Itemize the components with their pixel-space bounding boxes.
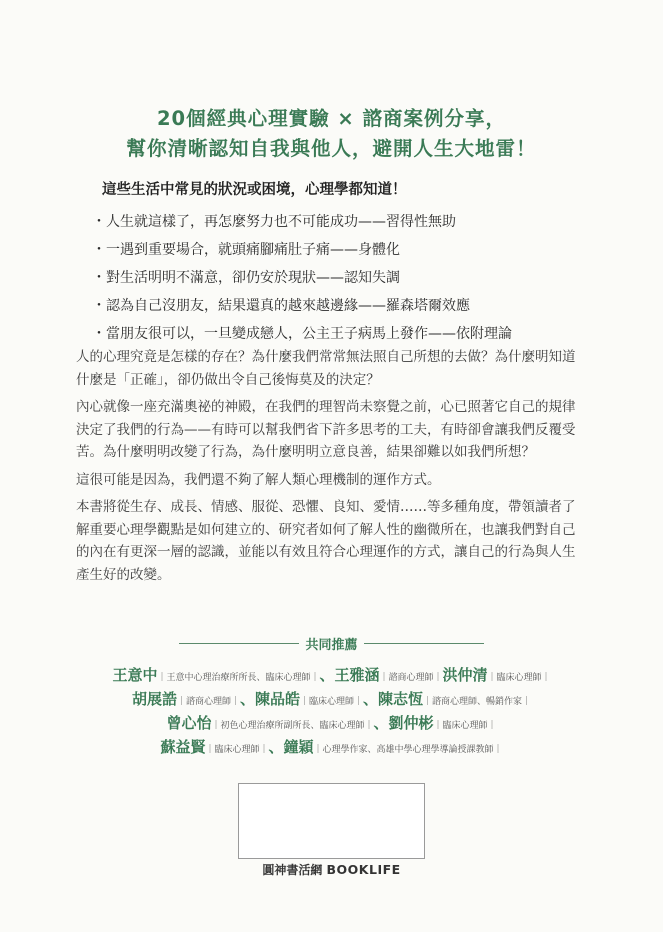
publisher-brand: BOOKLIFE bbox=[326, 862, 401, 877]
paragraph: 本書將從生存、成長、情感、服從、恐懼、良知、愛情……等多種角度，帶領讀者了解重要心理學觀點是如何建立的、研究者如何了解人性的幽微所在，也讓我們對自己的內在有更深一層的認識，並能以有效且符合心理運作的方式，讓自己的行為與人生產生好的改變。 bbox=[76, 499, 576, 583]
recommender-name: 、鐘穎 bbox=[268, 738, 314, 756]
publisher-logo bbox=[0, 861, 663, 878]
recommender-name: 、劉仲彬 bbox=[373, 714, 434, 732]
list-title: 這些生活中常見的狀況或困境，心理學都知道！ bbox=[102, 182, 407, 198]
recommend-title: 共同推薦 bbox=[305, 638, 358, 653]
recommender-name: 、陳志恆 bbox=[363, 690, 424, 708]
recommender-name: 胡展誥 bbox=[131, 690, 177, 708]
divider bbox=[364, 643, 484, 644]
recommender-title: ｜臨床心理師｜ bbox=[487, 673, 551, 683]
recommender-name: 蘇益賢 bbox=[160, 738, 206, 756]
situation-list bbox=[92, 180, 592, 348]
recommender-name: 曾心怡 bbox=[166, 714, 212, 732]
recommender-title: ｜王意中心理治療所所長、臨床心理師｜ bbox=[157, 673, 320, 683]
list-item: ・一遇到重要場合，就頭痛腳痛肚子痛——身體化 bbox=[92, 242, 400, 258]
recommender-title: ｜諮商心理師｜ bbox=[379, 673, 443, 683]
recommender-name: 洪仲清 bbox=[442, 666, 488, 684]
recommender-title: ｜心理學作家、高雄中學心理學導論授課教師｜ bbox=[313, 745, 503, 755]
recommender-title: ｜臨床心理師｜ bbox=[205, 745, 269, 755]
recommender-row bbox=[0, 664, 663, 685]
publisher-name: 圓神書活網 bbox=[262, 863, 323, 877]
recommender-row bbox=[0, 712, 663, 733]
description bbox=[76, 346, 588, 591]
list-item: ・認為自己沒朋友，結果還真的越來越邊緣——羅森塔爾效應 bbox=[92, 298, 470, 314]
recommender-row bbox=[0, 736, 663, 757]
paragraph: 內心就像一座充滿奧祕的神殿，在我們的理智尚未察覺之前，心已照著它自己的規律決定了我們的行為——有時可以幫我們省下許多思考的工夫，有時卻會讓我們反覆受苦。為什麼明明改變了行為，為什麼明明立意良善，結果卻難以如我們所想？ bbox=[76, 399, 576, 460]
recommender-title: ｜臨床心理師｜ bbox=[433, 721, 497, 731]
list-item: ・對生活明明不滿意，卻仍安於現狀——認知失調 bbox=[92, 270, 400, 286]
recommender-name: 、陳品皓 bbox=[239, 690, 300, 708]
recommender-title: ｜諮商心理師｜ bbox=[176, 697, 240, 707]
recommender-name: 王意中 bbox=[112, 666, 158, 684]
recommender-title: ｜諮商心理師、暢銷作家｜ bbox=[423, 697, 532, 707]
paragraph: 這很可能是因為，我們還不夠了解人類心理機制的運作方式。 bbox=[76, 471, 441, 488]
recommender-title: ｜初色心理治療所副所長、臨床心理師｜ bbox=[211, 721, 374, 731]
barcode-area bbox=[238, 783, 425, 859]
recommender-row bbox=[0, 688, 663, 709]
list-item: ・當朋友很可以，一旦變成戀人，公主王子病馬上發作——依附理論 bbox=[92, 326, 512, 342]
divider bbox=[179, 643, 299, 644]
headline-line-1: 20個經典心理實驗 × 諮商案例分享， bbox=[156, 107, 507, 130]
headline-line-2: 幫你清晰認知自我與他人，避開人生大地雷！ bbox=[126, 137, 537, 160]
recommender-title: ｜臨床心理師｜ bbox=[300, 697, 364, 707]
list-item: ・人生就這樣了，再怎麼努力也不可能成功——習得性無助 bbox=[92, 214, 456, 230]
paragraph: 人的心理究竟是怎樣的存在？為什麼我們常常無法照自己所想的去做？為什麼明知道什麼是「正確」，卻仍做出令自己後悔莫及的決定？ bbox=[76, 349, 576, 388]
recommend-header bbox=[0, 634, 663, 653]
recommender-name: 、王雅涵 bbox=[319, 666, 380, 684]
